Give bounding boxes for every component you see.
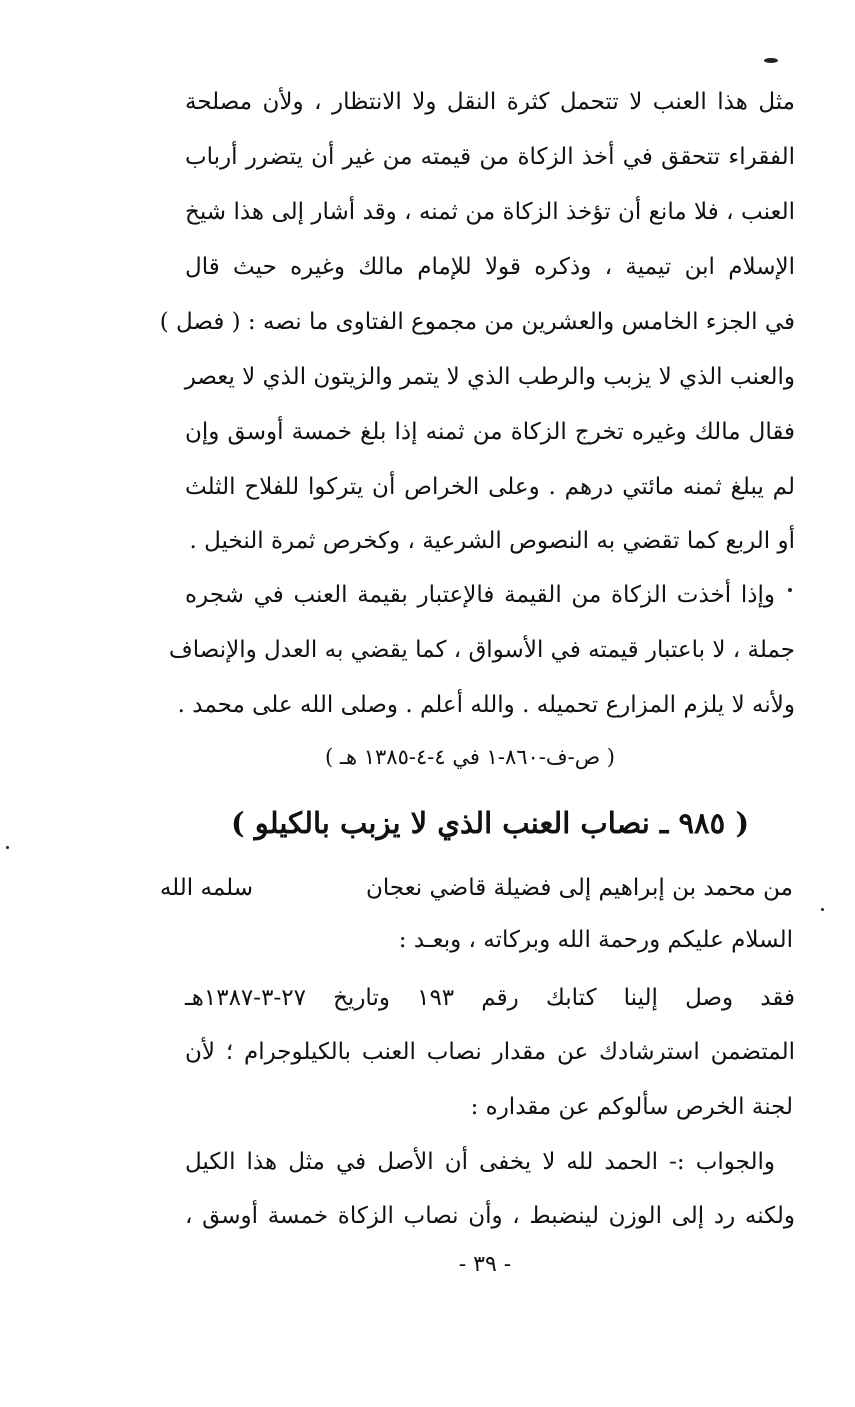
body-line: والجواب :- الحمد لله لا يخفى أن الأصل في مثل هذا الكيل [185, 1149, 775, 1175]
scan-speck [788, 588, 792, 592]
page-number: - ٣٩ - [458, 1252, 512, 1277]
body-line: العنب ، فلا مانع أن تؤخذ الزكاة من ثمنه ، وقد أشار إلى هذا شيخ [185, 199, 795, 225]
body-line: مثل هذا العنب لا تتحمل كثرة النقل ولا الانتظار ، ولأن مصلحة [185, 89, 795, 115]
body-line: وإذا أخذت الزكاة من القيمة فالإعتبار بقيمة العنب في شجره [185, 582, 775, 608]
section-title: ( ٩٨٥ ـ نصاب العنب الذي لا يزبب بالكيلو ) [230, 806, 750, 840]
salutation: السلام عليكم ورحمة الله وبركاته ، وبعـد : [398, 927, 793, 953]
letter-greeting: سلمه الله [159, 875, 253, 901]
scan-speck [6, 846, 9, 849]
body-line: ولكنه رد إلى الوزن لينضبط ، وأن نصاب الزكاة خمسة أوسق ، [185, 1203, 795, 1229]
body-line: الفقراء تتحقق في أخذ الزكاة من قيمته من غير أن يتضرر أرباب [185, 144, 795, 170]
body-line: أو الربع كما تقضي به النصوص الشرعية ، وكخرص ثمرة النخيل . [189, 528, 795, 554]
body-line: والعنب الذي لا يزبب والرطب الذي لا يتمر والزيتون الذي لا يعصر [184, 364, 795, 390]
body-line: جملة ، لا باعتبار قيمته في الأسواق ، كما يقضي به العدل والإنصاف [168, 637, 795, 663]
body-line: لم يبلغ ثمنه مائتي درهم . وعلى الخراص أن يتركوا للفلاح الثلث [185, 474, 795, 500]
reference-note: ( ص-ف-٨٦٠-١ في ٤-٤-١٣٨٥ هـ ) [324, 745, 615, 769]
scan-speck [821, 908, 824, 911]
letter-header [159, 868, 793, 908]
body-line: لجنة الخرص سألوكم عن مقداره : [470, 1094, 793, 1120]
letter-from: من محمد بن إبراهيم إلى فضيلة قاضي نعجان [365, 875, 793, 901]
body-line: فقال مالك وغيره تخرج الزكاة من ثمنه إذا بلغ خمسة أوسق وإن [185, 419, 795, 445]
body-line: في الجزء الخامس والعشرين من مجموع الفتاوى ما نصه : ( فصل ) [159, 309, 795, 335]
body-line: فقد وصل إلينا كتابك رقم ١٩٣ وتاريخ ٢٧-٣-١٣٨٧هـ [185, 985, 795, 1011]
scan-speck [764, 58, 778, 63]
body-line: ولأنه لا يلزم المزارع تحميله . والله أعلم . وصلى الله على محمد . [177, 692, 795, 718]
body-line: الإسلام ابن تيمية ، وذكره قولا للإمام مالك وغيره حيث قال [185, 254, 795, 280]
body-line: المتضمن استرشادك عن مقدار نصاب العنب بالكيلوجرام ؛ لأن [185, 1039, 795, 1065]
